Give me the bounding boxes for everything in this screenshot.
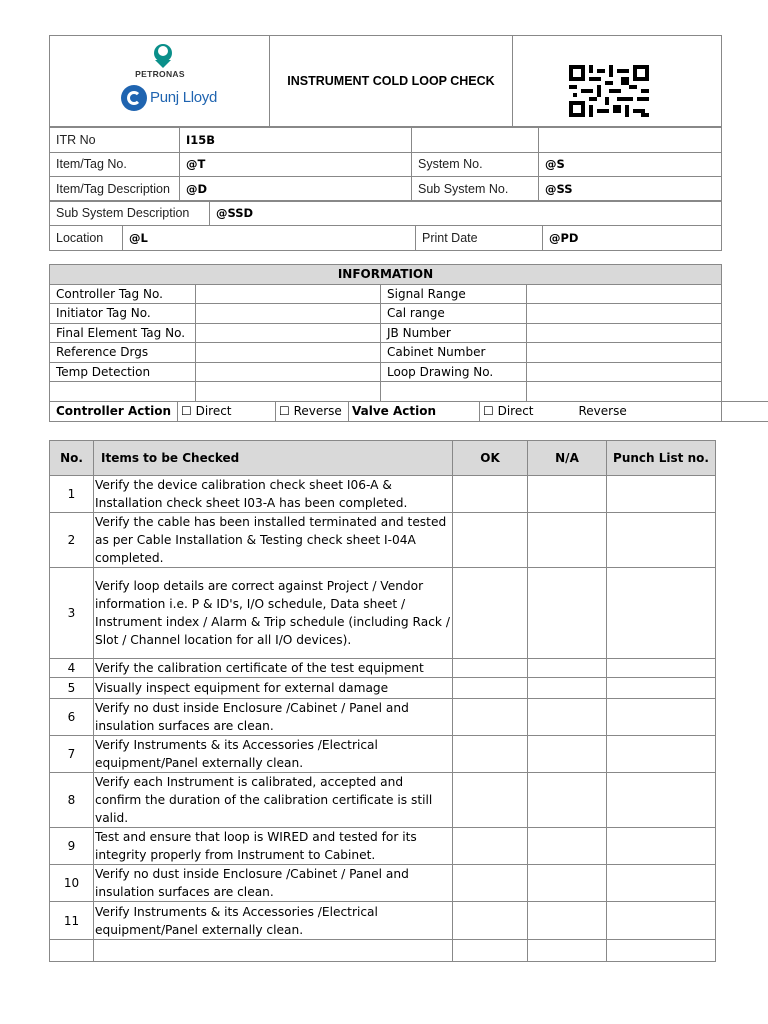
row-text: Verify loop details are correct against Project / Vendor information i.e. P & ID's, I/O schedule, Data sheet / Instrument index / Alarm & Trip schedule (including Rack / Slot / Channel location for all I/O devices). bbox=[94, 568, 453, 659]
cabinet-number-field[interactable] bbox=[527, 343, 722, 363]
na-cell[interactable] bbox=[528, 513, 607, 568]
controller-direct-checkbox[interactable]: ☐ Direct bbox=[178, 402, 276, 422]
valve-action-label: Valve Action bbox=[349, 402, 480, 422]
col-na: N/A bbox=[528, 441, 607, 476]
petronas-wordmark: PETRONAS bbox=[135, 69, 185, 79]
table-row bbox=[50, 659, 716, 678]
blank-value[interactable] bbox=[539, 128, 722, 153]
qr-cell bbox=[513, 36, 723, 126]
table-row bbox=[50, 513, 716, 568]
jb-number-field[interactable] bbox=[527, 323, 722, 343]
na-cell[interactable] bbox=[528, 828, 607, 865]
system-value[interactable]: @S bbox=[539, 152, 722, 177]
ok-cell[interactable] bbox=[453, 568, 528, 659]
information-heading: INFORMATION bbox=[50, 265, 722, 285]
qr-code-icon bbox=[569, 65, 649, 117]
punch-cell[interactable] bbox=[607, 828, 716, 865]
location-label: Location bbox=[50, 226, 123, 251]
ok-cell[interactable] bbox=[453, 865, 528, 902]
cabinet-number-label: Cabinet Number bbox=[381, 343, 527, 363]
checklist-table bbox=[49, 440, 716, 962]
na-cell[interactable] bbox=[528, 659, 607, 678]
row-text: Verify no dust inside Enclosure /Cabinet / Panel and insulation surfaces are clean. bbox=[94, 865, 453, 902]
form-title: INSTRUMENT COLD LOOP CHECK bbox=[270, 36, 513, 126]
row-no: 10 bbox=[50, 865, 94, 902]
controller-reverse-checkbox[interactable]: ☐ Reverse bbox=[276, 402, 349, 422]
row-no: 7 bbox=[50, 736, 94, 773]
reference-drgs-field[interactable] bbox=[196, 343, 381, 363]
row-no: 3 bbox=[50, 568, 94, 659]
final-element-tag-field[interactable] bbox=[196, 323, 381, 343]
meta-table-3 bbox=[49, 225, 722, 251]
temp-detection-field[interactable] bbox=[196, 362, 381, 382]
row-no: 2 bbox=[50, 513, 94, 568]
temp-detection-label: Temp Detection bbox=[50, 362, 196, 382]
system-label: System No. bbox=[412, 152, 539, 177]
valve-direct-checkbox[interactable]: ☐ Direct bbox=[480, 402, 573, 422]
table-overflow-line bbox=[722, 401, 768, 422]
row-text: Verify the calibration certificate of the test equipment bbox=[94, 659, 453, 678]
subsysdesc-label: Sub System Description bbox=[50, 201, 210, 226]
punch-cell[interactable] bbox=[607, 659, 716, 678]
na-cell[interactable] bbox=[528, 940, 607, 962]
ok-cell[interactable] bbox=[453, 476, 528, 513]
na-cell[interactable] bbox=[528, 773, 607, 828]
initiator-tag-label: Initiator Tag No. bbox=[50, 304, 196, 324]
logo-cell bbox=[50, 36, 270, 126]
table-row bbox=[50, 678, 716, 699]
na-cell[interactable] bbox=[528, 699, 607, 736]
punch-cell[interactable] bbox=[607, 902, 716, 940]
subsysdesc-value[interactable]: @SSD bbox=[210, 201, 722, 226]
print-value[interactable]: @PD bbox=[543, 226, 722, 251]
table-row bbox=[50, 940, 716, 962]
blank-label bbox=[412, 128, 539, 153]
ok-cell[interactable] bbox=[453, 773, 528, 828]
tag-label: Item/Tag No. bbox=[50, 152, 180, 177]
na-cell[interactable] bbox=[528, 865, 607, 902]
row-text: Test and ensure that loop is WIRED and tested for its integrity properly from Instrument to Cabinet. bbox=[94, 828, 453, 865]
punch-cell[interactable] bbox=[607, 940, 716, 962]
punch-cell[interactable] bbox=[607, 773, 716, 828]
col-items: Items to be Checked bbox=[94, 441, 453, 476]
row-no: 11 bbox=[50, 902, 94, 940]
cal-range-label: Cal range bbox=[381, 304, 527, 324]
valve-reverse-option[interactable]: Reverse bbox=[573, 402, 722, 422]
tag-value[interactable]: @T bbox=[180, 152, 412, 177]
jb-number-label: JB Number bbox=[381, 323, 527, 343]
punch-cell[interactable] bbox=[607, 476, 716, 513]
row-no: 9 bbox=[50, 828, 94, 865]
row-text: Verify no dust inside Enclosure /Cabinet / Panel and insulation surfaces are clean. bbox=[94, 699, 453, 736]
table-row bbox=[50, 699, 716, 736]
ok-cell[interactable] bbox=[453, 902, 528, 940]
subsys-value[interactable]: @SS bbox=[539, 177, 722, 202]
itr-label: ITR No bbox=[50, 128, 180, 153]
na-cell[interactable] bbox=[528, 902, 607, 940]
punch-cell[interactable] bbox=[607, 568, 716, 659]
ok-cell[interactable] bbox=[453, 940, 528, 962]
reference-drgs-label: Reference Drgs bbox=[50, 343, 196, 363]
final-element-tag-label: Final Element Tag No. bbox=[50, 323, 196, 343]
row-text: Visually inspect equipment for external damage bbox=[94, 678, 453, 699]
row-no: 4 bbox=[50, 659, 94, 678]
controller-tag-label: Controller Tag No. bbox=[50, 284, 196, 304]
desc-label: Item/Tag Description bbox=[50, 177, 180, 202]
punj-lloyd-wordmark: Punj Lloyd bbox=[150, 89, 218, 106]
controller-action-label: Controller Action bbox=[50, 402, 178, 422]
row-text: Verify each Instrument is calibrated, accepted and confirm the duration of the calibration certificate is still valid. bbox=[94, 773, 453, 828]
petronas-logo-icon bbox=[50, 36, 270, 126]
row-no: 5 bbox=[50, 678, 94, 699]
ok-cell[interactable] bbox=[453, 699, 528, 736]
punj-lloyd-logo-icon bbox=[121, 85, 147, 111]
row-text: Verify the cable has been installed terminated and tested as per Cable Installation & Testing check sheet I-04A completed. bbox=[94, 513, 453, 568]
signal-range-field[interactable] bbox=[527, 284, 722, 304]
blank-info-cell-1 bbox=[50, 382, 196, 402]
table-row bbox=[50, 828, 716, 865]
desc-value[interactable]: @D bbox=[180, 177, 412, 202]
row-no: 1 bbox=[50, 476, 94, 513]
table-row bbox=[50, 865, 716, 902]
row-text: Verify Instruments & its Accessories /Electrical equipment/Panel externally clean. bbox=[94, 902, 453, 940]
row-text: Verify the device calibration check sheet I06-A & Installation check sheet I03-A has been completed. bbox=[94, 476, 453, 513]
punch-cell[interactable] bbox=[607, 513, 716, 568]
signal-range-label: Signal Range bbox=[381, 284, 527, 304]
row-text bbox=[94, 940, 453, 962]
na-cell[interactable] bbox=[528, 678, 607, 699]
row-no: 8 bbox=[50, 773, 94, 828]
table-row bbox=[50, 476, 716, 513]
itr-value[interactable]: I15B bbox=[180, 128, 412, 153]
ok-cell[interactable] bbox=[453, 828, 528, 865]
col-ok: OK bbox=[453, 441, 528, 476]
na-cell[interactable] bbox=[528, 568, 607, 659]
ok-cell[interactable] bbox=[453, 736, 528, 773]
na-cell[interactable] bbox=[528, 476, 607, 513]
punch-cell[interactable] bbox=[607, 699, 716, 736]
meta-table-2 bbox=[49, 200, 722, 226]
table-row bbox=[50, 568, 716, 659]
meta-table bbox=[49, 127, 722, 202]
blank-info-cell-4 bbox=[527, 382, 722, 402]
form-header bbox=[49, 35, 722, 127]
col-punch: Punch List no. bbox=[607, 441, 716, 476]
ok-cell[interactable] bbox=[453, 678, 528, 699]
blank-info-cell-3 bbox=[381, 382, 527, 402]
punch-cell[interactable] bbox=[607, 865, 716, 902]
table-row bbox=[50, 736, 716, 773]
action-table bbox=[49, 401, 722, 422]
cal-range-field[interactable] bbox=[527, 304, 722, 324]
subsys-label: Sub System No. bbox=[412, 177, 539, 202]
loop-drawing-field[interactable] bbox=[527, 362, 722, 382]
table-row bbox=[50, 773, 716, 828]
row-no bbox=[50, 940, 94, 962]
loop-drawing-label: Loop Drawing No. bbox=[381, 362, 527, 382]
row-no: 6 bbox=[50, 699, 94, 736]
punch-cell[interactable] bbox=[607, 736, 716, 773]
initiator-tag-field[interactable] bbox=[196, 304, 381, 324]
table-row bbox=[50, 902, 716, 940]
blank-info-cell-2 bbox=[196, 382, 381, 402]
ok-cell[interactable] bbox=[453, 659, 528, 678]
location-value[interactable]: @L bbox=[123, 226, 416, 251]
ok-cell[interactable] bbox=[453, 513, 528, 568]
col-no: No. bbox=[50, 441, 94, 476]
row-text: Verify Instruments & its Accessories /Electrical equipment/Panel externally clean. bbox=[94, 736, 453, 773]
information-table bbox=[49, 264, 722, 402]
punch-cell[interactable] bbox=[607, 678, 716, 699]
print-label: Print Date bbox=[416, 226, 543, 251]
na-cell[interactable] bbox=[528, 736, 607, 773]
controller-tag-field[interactable] bbox=[196, 284, 381, 304]
